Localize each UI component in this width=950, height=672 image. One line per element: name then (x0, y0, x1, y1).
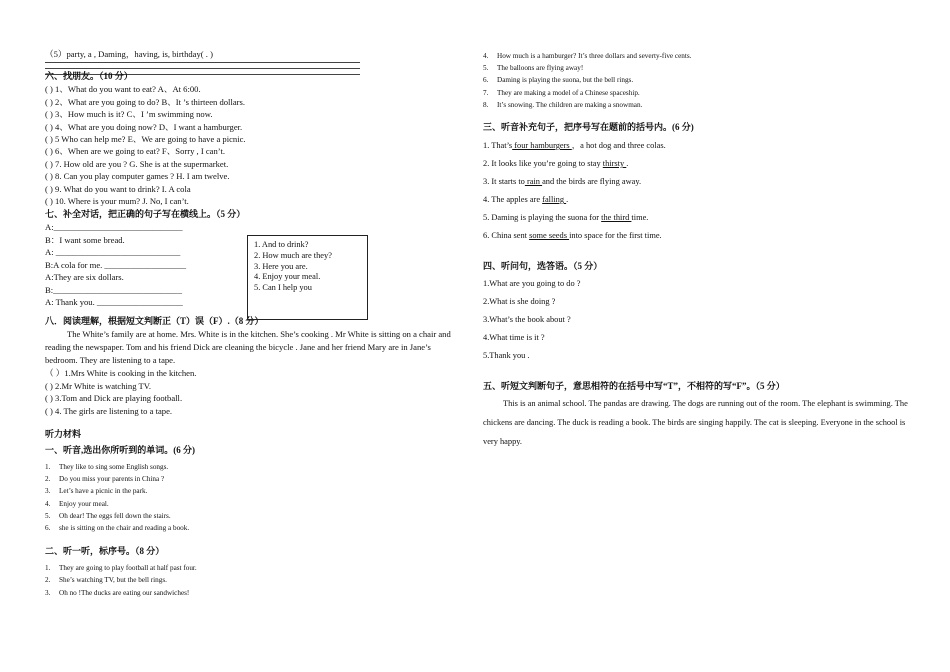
section-6-items (45, 83, 465, 207)
filled-blank: rain (524, 177, 543, 187)
question-item: 2.What is she doing ? (483, 297, 556, 307)
q5-line: （5）party, a , Daming，having, is, birthday( . ) (45, 49, 213, 59)
fill-sentence: 3. It starts to rain and the birds are flying away. (483, 177, 642, 187)
list-item: 7. They are making a model of a Chinese spaceship. (483, 88, 640, 97)
option-item: 4. Enjoy your meal. (254, 272, 321, 282)
list-item: 2. Do you miss your parents in China ? (45, 475, 165, 484)
match-item: ( ) 1、What do you want to eat? A、At 6:00. (45, 84, 201, 95)
section-5-title: 五、听短文判断句子，意思相符的在括号中写“T”，不相符的写“F”。（5 分） (483, 381, 785, 392)
fill-sentence: 2. It looks like you’re going to stay thirsty . (483, 159, 629, 169)
list-item: 1. They like to sing some English songs. (45, 462, 169, 471)
list-item: 8. It’s snowing. The children are making a snowman. (483, 100, 643, 109)
right-column (483, 50, 913, 451)
list-item: 2. She’s watching TV, but the bell rings. (45, 576, 167, 585)
dialogue-line: A:______________________________ (45, 222, 183, 233)
section-7-title: 七、补全对话，把正确的句子写在横线上。（5 分） (45, 209, 246, 220)
filled-blank: four hamburgers (512, 141, 572, 151)
listening-section-1-title: 一、听音,选出你所听到的单词。(6 分) (45, 444, 195, 455)
list-item: 4. How much is a hamburger? It’s three dollars and severty-five cents. (483, 52, 692, 60)
dialogue-line: B:______________________________ (45, 284, 183, 295)
list-item: 5. The balloons are flying away! (483, 64, 584, 73)
dialogue-line: A: _____________________________ (45, 247, 181, 258)
section-8-title: 八．阅读理解，根据短文判断正（T）误（F）.（8 分） (45, 316, 264, 327)
listening-passage: This is an animal school. The pandas are drawing. The dogs are running out of the room. The elephant is swimming. The chickens are dancing. The duck is reading a book. The birds are singing happily. The cat is sleeping. Everyone in the school is very happy. (483, 399, 908, 446)
fill-sentence: 6. China sent some seeds into space for the first time. (483, 231, 662, 241)
question-item: 4.What time is it ? (483, 333, 545, 343)
list-item: 3. Let’s have a picnic in the park. (45, 487, 148, 496)
tf-item: ( ) 2.Mr White is watching TV. (45, 380, 151, 391)
option-item: 1. And to drink? (254, 240, 309, 249)
listening-title: 听力材料 (45, 428, 82, 439)
answer-rule (45, 62, 360, 63)
question-item: 1.What are you going to do ? (483, 279, 581, 289)
tf-item: ( ) 4. The girls are listening to a tape. (45, 405, 173, 416)
dialogue-line: B:A cola for me. ___________________ (45, 259, 187, 270)
fill-sentence: 5. Daming is playing the suona for the third time. (483, 213, 649, 223)
section-6-title: 六、找朋友。（10 分） (45, 71, 133, 82)
dialogue-line: B：I want some bread. (45, 234, 125, 245)
match-item: ( ) 8. Can you play computer games ? H. I am twelve. (45, 171, 230, 182)
section-3-title: 三、听音补充句子，把序号写在题前的括号内。(6 分) (483, 122, 694, 133)
section-4-title: 四、听问句，选答语。（5 分） (483, 261, 603, 272)
fill-sentence: 4. The apples are falling . (483, 195, 569, 205)
list-item: 6. Daming is playing the suona, but the bell rings. (483, 76, 634, 85)
match-item: ( ) 3、How much is it? C、I ’m swimming now. (45, 109, 213, 120)
filled-blank: the third (601, 213, 632, 223)
match-item: ( ) 6、When are we going to eat? F、Sorry , I can’t. (45, 146, 226, 157)
dialogue-line: A:They are six dollars. (45, 272, 124, 283)
list-item: 6. she is sitting on the chair and reading a book. (45, 523, 190, 532)
reading-passage: The White’s family are at home. Mrs. White is in the kitchen. She’s cooking . Mr White is sitting on a chair and reading the newspaper. Tom and his friend Dick are cleaning the bicycle . Jane and her friend Mary are in Jane’s bedroom. They are listening to a tape. (45, 329, 451, 366)
list-item: 3. Oh no !The ducks are eating our sandwiches! (45, 588, 190, 597)
match-item: ( ) 10. Where is your mum? J. No, I can’t. (45, 196, 189, 207)
option-item: 2. How much are they? (254, 250, 332, 260)
question-item: 5.Thank you . (483, 351, 530, 361)
dialogue-line: A: Thank you. ____________________ (45, 296, 183, 307)
tf-item: （ ）1.Mrs White is cooking in the kitchen. (45, 368, 197, 379)
list-item: 4. Enjoy your meal. (45, 499, 109, 508)
left-column (45, 48, 465, 599)
filled-blank: thirsty (602, 159, 627, 169)
option-item: 3. Here you are. (254, 261, 308, 271)
fill-sentence: 1. That’s four hamburgers ，a hot dog and three colas. (483, 141, 666, 151)
match-item: ( ) 5 Who can help me? E、We are going to have a picnic. (45, 134, 246, 145)
option-item: 5. Can I help you (254, 283, 312, 293)
match-item: ( ) 4、What are you doing now? D、I want a hamburger. (45, 121, 243, 132)
tf-item: ( ) 3.Tom and Dick are playing football. (45, 393, 183, 404)
list-item: 1. They are going to play football at half past four. (45, 564, 197, 573)
filled-blank: some seeds (529, 231, 570, 241)
match-item: ( ) 9. What do you want to drink? I. A cola (45, 183, 191, 194)
question-item: 3.What’s the book about ? (483, 315, 571, 325)
listening-section-2-title: 二、听一听，标序号。（8 分） (45, 546, 165, 557)
match-item: ( ) 2、What are you going to do? B、It ’s thirteen dollars. (45, 96, 245, 107)
filled-blank: falling (542, 195, 567, 205)
match-item: ( ) 7. How old are you ? G. She is at the supermarket. (45, 158, 229, 169)
list-item: 5. Oh dear! The eggs fell down the stairs. (45, 511, 171, 520)
options-box (247, 235, 368, 320)
